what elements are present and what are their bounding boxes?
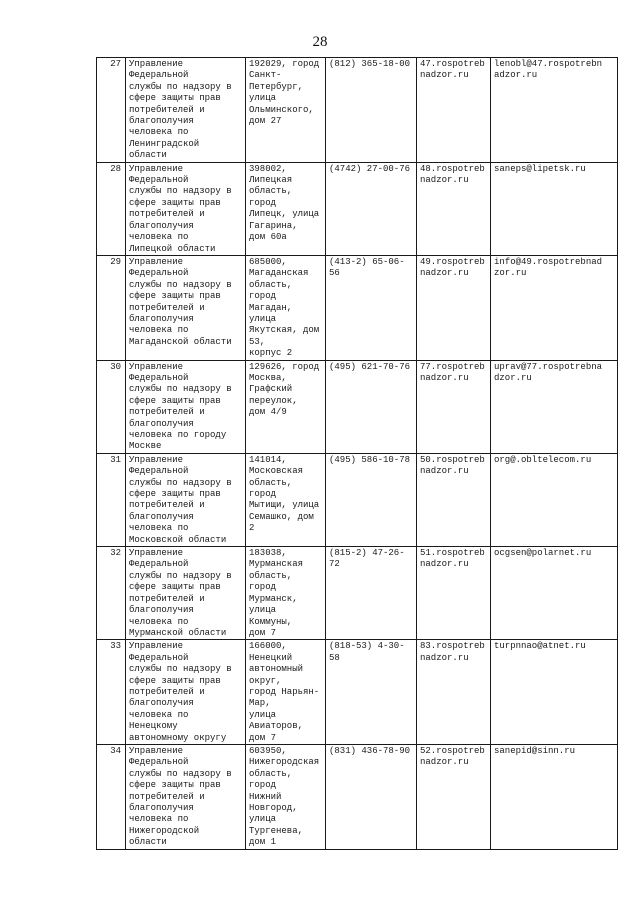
email-address: sanepid@sinn.ru (491, 744, 618, 849)
website: 49.rospotreb nadzor.ru (417, 255, 491, 360)
website: 77.rospotreb nadzor.ru (417, 360, 491, 453)
email-address: saneps@lipetsk.ru (491, 162, 618, 255)
postal-address: 141014, Московская область, город Мытищи, улица Семашко, дом 2 (246, 453, 326, 546)
table-row (97, 744, 618, 849)
phone-number: (4742) 27-00-76 (326, 162, 417, 255)
website: 83.rospotreb nadzor.ru (417, 640, 491, 745)
agency-name: Управление Федеральной службы по надзору в сфере защиты прав потребителей и благополучия человека по Ненецкому автономному округу (126, 640, 246, 745)
website: 51.rospotreb nadzor.ru (417, 547, 491, 640)
table-row (97, 162, 618, 255)
postal-address: 129626, город Москва, Графский переулок, дом 4/9 (246, 360, 326, 453)
phone-number: (495) 621-70-76 (326, 360, 417, 453)
phone-number: (812) 365-18-00 (326, 58, 417, 163)
email-address: turpnnao@atnet.ru (491, 640, 618, 745)
agency-name: Управление Федеральной службы по надзору в сфере защиты прав потребителей и благополучия человека по Нижегородской области (126, 744, 246, 849)
email-address: uprav@77.rospotrebna dzor.ru (491, 360, 618, 453)
phone-number: (815-2) 47-26-72 (326, 547, 417, 640)
table-row (97, 640, 618, 745)
phone-number: (413-2) 65-06-56 (326, 255, 417, 360)
page-number: 28 (312, 34, 328, 50)
row-number: 29 (97, 255, 126, 360)
agency-name: Управление Федеральной службы по надзору в сфере защиты прав потребителей и благополучия человека по Ленинградской области (126, 58, 246, 163)
email-address: ocgsen@polarnet.ru (491, 547, 618, 640)
table-row (97, 58, 618, 163)
row-number: 33 (97, 640, 126, 745)
table-row (97, 255, 618, 360)
postal-address: 398002, Липецкая область, город Липецк, улица Гагарина, дом 60а (246, 162, 326, 255)
agency-name: Управление Федеральной службы по надзору в сфере защиты прав потребителей и благополучия человека по Московской области (126, 453, 246, 546)
phone-number: (495) 586-10-78 (326, 453, 417, 546)
postal-address: 192029, город Санкт- Петербург, улица Ольминского, дом 27 (246, 58, 326, 163)
table-row (97, 360, 618, 453)
row-number: 32 (97, 547, 126, 640)
row-number: 30 (97, 360, 126, 453)
postal-address: 166000, Ненецкий автономный округ, город Нарьян- Мар, улица Авиаторов, дом 7 (246, 640, 326, 745)
email-address: lenobl@47.rospotrebn adzor.ru (491, 58, 618, 163)
website: 48.rospotreb nadzor.ru (417, 162, 491, 255)
row-number: 28 (97, 162, 126, 255)
website: 50.rospotreb nadzor.ru (417, 453, 491, 546)
website: 47.rospotreb nadzor.ru (417, 58, 491, 163)
postal-address: 603950, Нижегородская область, город Нижний Новгород, улица Тургенева, дом 1 (246, 744, 326, 849)
website: 52.rospotreb nadzor.ru (417, 744, 491, 849)
row-number: 31 (97, 453, 126, 546)
agency-name: Управление Федеральной службы по надзору в сфере защиты прав потребителей и благополучия человека по Мурманской области (126, 547, 246, 640)
agency-name: Управление Федеральной службы по надзору в сфере защиты прав потребителей и благополучия человека по Липецкой области (126, 162, 246, 255)
row-number: 34 (97, 744, 126, 849)
directory-table (96, 57, 618, 850)
email-address: info@49.rospotrebnad zor.ru (491, 255, 618, 360)
agency-name: Управление Федеральной службы по надзору в сфере защиты прав потребителей и благополучия человека по городу Москве (126, 360, 246, 453)
postal-address: 685000, Магаданская область, город Магадан, улица Якутская, дом 53, корпус 2 (246, 255, 326, 360)
phone-number: (818-53) 4-30-58 (326, 640, 417, 745)
agency-name: Управление Федеральной службы по надзору в сфере защиты прав потребителей и благополучия человека по Магаданской области (126, 255, 246, 360)
row-number: 27 (97, 58, 126, 163)
email-address: org@.obltelecom.ru (491, 453, 618, 546)
postal-address: 183038, Мурманская область, город Мурманск, улица Коммуны, дом 7 (246, 547, 326, 640)
table-row (97, 453, 618, 546)
phone-number: (831) 436-78-90 (326, 744, 417, 849)
table-row (97, 547, 618, 640)
